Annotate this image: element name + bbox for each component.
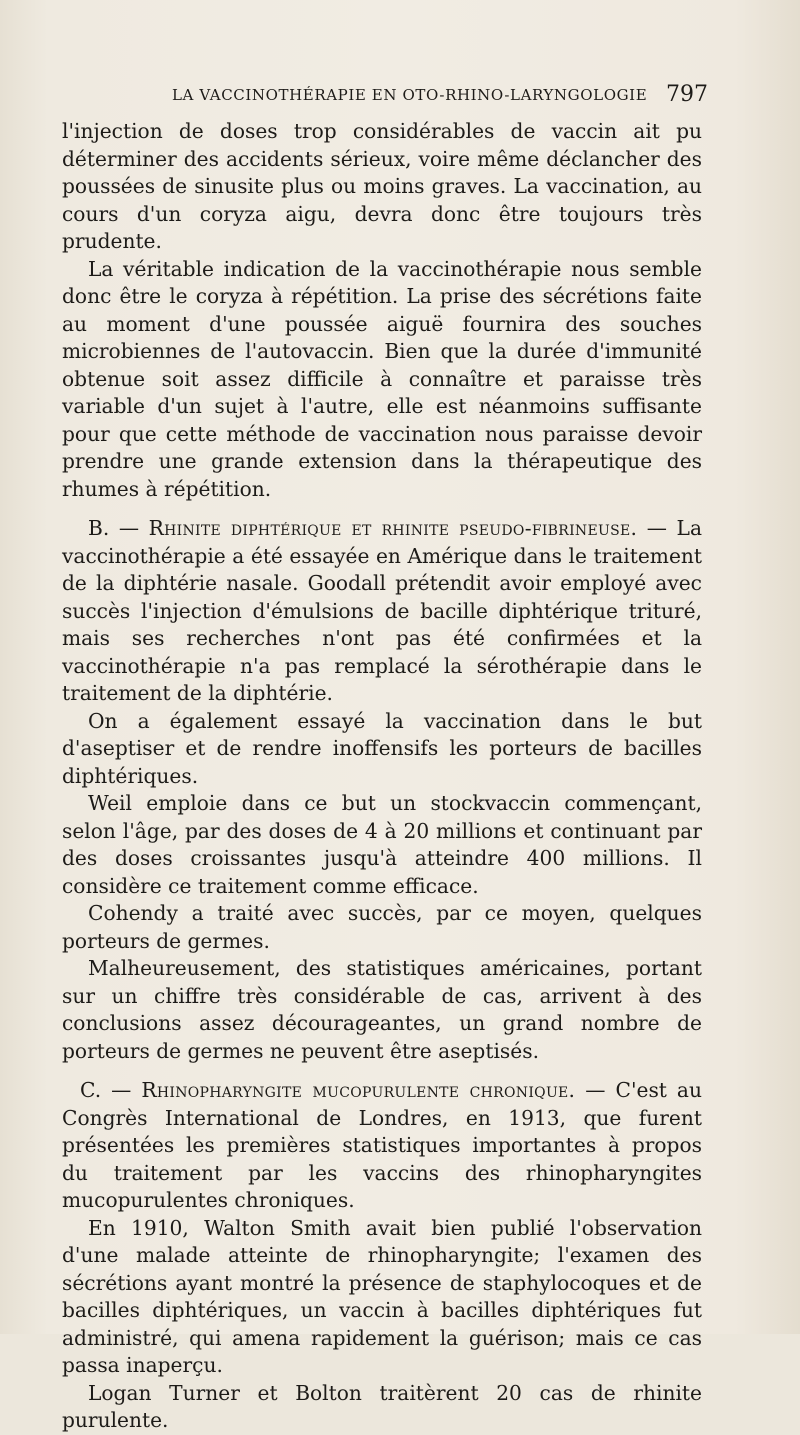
section-dash: — — [109, 516, 149, 540]
page-number: 797 — [666, 82, 708, 107]
paragraph: Cohendy a traité avec succès, par ce moyen, quelques porteurs de germes. — [62, 901, 702, 953]
running-head: LA VACCINOTHÉRAPIE EN OTO-RHINO-LARYNGOLOGIE — [172, 86, 648, 104]
paragraph: On a également essayé la vaccination dans le but d'aseptiser et de rendre inoffensifs les porteurs de bacilles diphtériques. — [62, 708, 702, 788]
body-text — [62, 118, 702, 1435]
paragraph: l'injection de doses trop considérables de vaccin ait pu déterminer des accidents sérieux, voire même déclancher des poussées de sinusite plus ou moins graves. La vaccination, au cours d'un coryza aigu, devra donc être toujours très prudente. — [62, 119, 702, 253]
section-lead-text: — C'est au Congrès International de Londres, en 1913, que furent présentées les premières statistiques importantes à propos du traitement par les vaccins des rhinopharyngites mucopurulentes chroniques. — [62, 1078, 702, 1212]
paragraph: Weil emploie dans ce but un stockvaccin commençant, selon l'âge, par des doses de 4 à 20 millions et continuant par des doses croissantes jusqu'à atteindre 400 millions. Il considère ce traitement comme efficace. — [62, 791, 702, 898]
paragraph: En 1910, Walton Smith avait bien publié l'observation d'une malade atteinte de rhinopharyngite; l'examen des sécrétions ayant montré la présence de staphylocoques et de bacilles diphtériques, un vaccin à bacilles diphtériques fut administré, qui amena rapidement la guérison; mais ce cas passa inaperçu. — [62, 1215, 702, 1377]
section-lead-text: — La vaccinothérapie a été essayée en Amérique dans le traitement de la diphtérie nasale. Goodall prétendit avoir employé avec succès l'injection d'émulsions de bacille diphtérique trituré, mais ses recherches n'ont pas été confirmées et la vaccinothérapie n'a pas remplacé la sérothérapie dans le traitement de la diphtérie. — [62, 516, 702, 705]
paragraph: Logan Turner et Bolton traitèrent 20 cas de rhinite purulente. — [62, 1380, 702, 1432]
section-b-intro — [62, 515, 702, 708]
section-letter: C. — [80, 1078, 102, 1102]
section-heading: Rhinopharyngite mucopurulente chronique. — [141, 1078, 576, 1102]
section-heading: Rhinite diphtérique et rhinite pseudo-fibrineuse. — [148, 516, 638, 540]
paragraph: Malheureusement, des statistiques américaines, portant sur un chiffre très considérable de cas, arrivent à des conclusions assez décourageantes, un grand nombre de porteurs de germes ne peuvent être aseptisés. — [62, 956, 702, 1063]
paragraph: La véritable indication de la vaccinothérapie nous semble donc être le coryza à répétition. La prise des sécrétions faite au moment d'une poussée aiguë fournira des souches microbiennes de l'autovaccin. Bien que la durée d'immunité obtenue soit assez difficile à connaître et paraisse très variable d'un sujet à l'autre, elle est néanmoins suffisante pour que cette méthode de vaccination nous paraisse devoir prendre une grande extension dans la thérapeutique des rhumes à répétition. — [62, 256, 702, 501]
section-c-intro — [62, 1077, 702, 1215]
section-letter: B. — [88, 516, 110, 540]
page-header — [60, 82, 708, 110]
section-dash: — — [101, 1078, 142, 1102]
